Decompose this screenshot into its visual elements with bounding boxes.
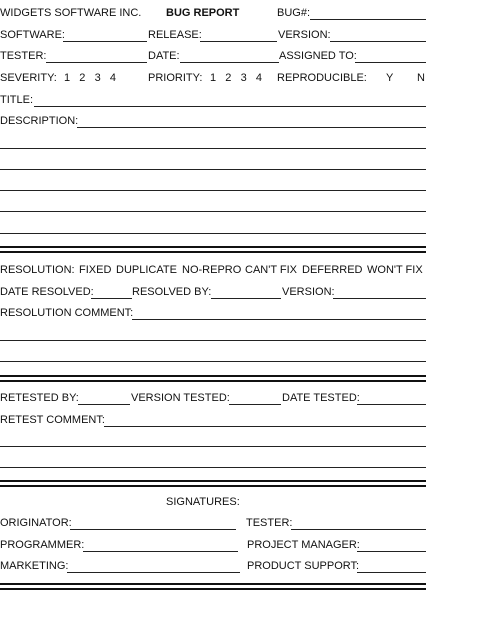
resolution-version-label: VERSION:: [282, 286, 335, 298]
programmer-signature-field[interactable]: [83, 551, 238, 552]
retested-by-field[interactable]: [78, 404, 130, 405]
resolution-option-deferred[interactable]: DEFERRED: [302, 264, 363, 276]
section-divider: [0, 485, 426, 487]
priority-label: PRIORITY:: [148, 72, 203, 84]
date-field[interactable]: [180, 62, 279, 63]
marketing-signature-field[interactable]: [67, 572, 240, 573]
priority-options[interactable]: 1 2 3 4: [210, 72, 262, 84]
description-line[interactable]: [0, 148, 426, 149]
bug-number-field[interactable]: [310, 19, 426, 20]
release-label: RELEASE:: [148, 29, 202, 41]
retest-comment-line[interactable]: [104, 426, 426, 427]
programmer-label: PROGRAMMER:: [0, 539, 85, 551]
severity-options[interactable]: 1 2 3 4: [64, 72, 116, 84]
originator-signature-field[interactable]: [70, 529, 236, 530]
reproducible-label: REPRODUCIBLE:: [277, 72, 367, 84]
reproducible-no[interactable]: N: [417, 72, 425, 84]
section-divider: [0, 588, 426, 590]
tester-field[interactable]: [46, 62, 147, 63]
tester-label: TESTER:: [0, 50, 47, 62]
section-divider: [0, 246, 426, 248]
project-manager-label: PROJECT MANAGER:: [247, 539, 360, 551]
retest-comment-label: RETEST COMMENT:: [0, 414, 105, 426]
date-resolved-field[interactable]: [91, 298, 132, 299]
form-title: BUG REPORT: [166, 7, 240, 19]
section-divider: [0, 480, 426, 482]
marketing-label: MARKETING:: [0, 560, 69, 572]
date-tested-field[interactable]: [357, 404, 426, 405]
date-resolved-label: DATE RESOLVED:: [0, 286, 94, 298]
retested-by-label: RETESTED BY:: [0, 392, 79, 404]
bug-number-label: BUG#:: [277, 7, 311, 19]
description-line[interactable]: [0, 211, 426, 212]
section-divider: [0, 375, 426, 377]
resolution-comment-line[interactable]: [0, 361, 426, 362]
assigned-to-field[interactable]: [355, 62, 426, 63]
assigned-to-label: ASSIGNED TO:: [279, 50, 357, 62]
signatures-heading: SIGNATURES:: [166, 496, 240, 508]
resolved-by-label: RESOLVED BY:: [132, 286, 212, 298]
tester-signature-field[interactable]: [291, 529, 426, 530]
title-label: TITLE:: [0, 94, 34, 106]
version-tested-label: VERSION TESTED:: [131, 392, 230, 404]
product-support-signature-field[interactable]: [357, 572, 426, 573]
section-divider: [0, 380, 426, 382]
resolution-label: RESOLUTION:: [0, 264, 75, 276]
resolved-by-field[interactable]: [211, 298, 281, 299]
description-line[interactable]: [0, 169, 426, 170]
resolution-option-wont-fix[interactable]: WON'T FIX: [367, 264, 423, 276]
originator-label: ORIGINATOR:: [0, 517, 72, 529]
section-divider: [0, 583, 426, 585]
section-divider: [0, 251, 426, 253]
description-line[interactable]: [0, 233, 426, 234]
resolution-option-fixed[interactable]: FIXED: [79, 264, 112, 276]
date-tested-label: DATE TESTED:: [282, 392, 360, 404]
resolution-version-field[interactable]: [333, 298, 426, 299]
description-label: DESCRIPTION:: [0, 115, 79, 127]
severity-label: SEVERITY:: [0, 72, 57, 84]
resolution-option-cant-fix[interactable]: CAN'T FIX: [245, 264, 298, 276]
software-label: SOFTWARE:: [0, 29, 65, 41]
resolution-comment-line[interactable]: [0, 340, 426, 341]
release-field[interactable]: [200, 41, 277, 42]
version-tested-field[interactable]: [229, 404, 281, 405]
software-field[interactable]: [63, 41, 147, 42]
reproducible-yes[interactable]: Y: [386, 72, 394, 84]
description-line[interactable]: [0, 190, 426, 191]
project-manager-signature-field[interactable]: [357, 551, 426, 552]
retest-comment-line[interactable]: [0, 467, 426, 468]
resolution-comment-line[interactable]: [132, 319, 426, 320]
product-support-label: PRODUCT SUPPORT:: [247, 560, 360, 572]
resolution-option-duplicate[interactable]: DUPLICATE: [116, 264, 177, 276]
date-label: DATE:: [148, 50, 180, 62]
version-label: VERSION:: [278, 29, 331, 41]
description-line[interactable]: [77, 127, 426, 128]
signature-tester-label: TESTER:: [246, 517, 293, 529]
resolution-comment-label: RESOLUTION COMMENT:: [0, 307, 134, 319]
version-field[interactable]: [330, 41, 426, 42]
retest-comment-line[interactable]: [0, 446, 426, 447]
resolution-option-no-repro[interactable]: NO-REPRO: [182, 264, 242, 276]
title-field[interactable]: [34, 106, 426, 107]
company-name: WIDGETS SOFTWARE INC.: [0, 7, 142, 19]
